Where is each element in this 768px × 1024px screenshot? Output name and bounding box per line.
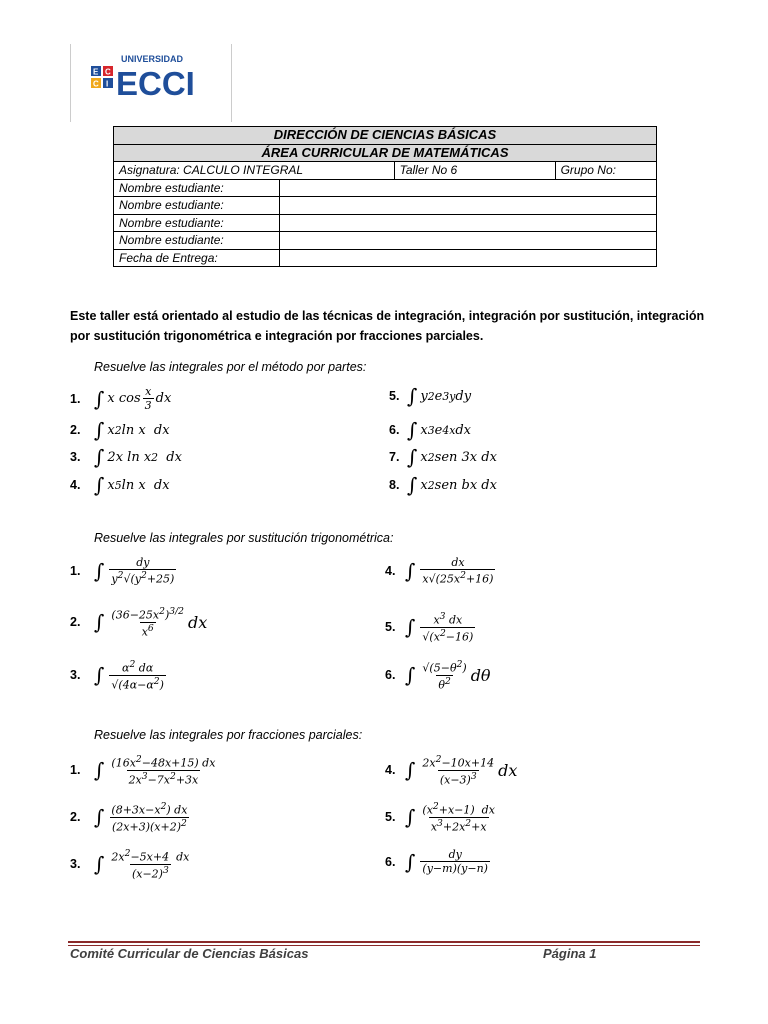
section-trig-title: Resuelve las integrales por sustitución trigonométrica: (94, 531, 394, 545)
exercise-trig-4: 4. ∫ dx $x√(25x^2+16)$ (385, 556, 494, 586)
header-table (113, 126, 657, 267)
section-parts-title: Resuelve las integrales por el método por partes: (94, 360, 367, 374)
svg-text:C: C (105, 67, 111, 77)
exercise-frac-3: 3. ∫ $2x^2-5x+4$ dx $(x-2)^3$ (70, 848, 190, 881)
exercise-parts-5: 5. ∫ y 2 e 3y dy (389, 384, 472, 408)
exercise-frac-6: 6. ∫ dy (y−m)(y−n) (385, 848, 488, 875)
footer-rule (68, 941, 700, 943)
svg-text:E: E (93, 67, 99, 77)
exercise-parts-3: 3. ∫ 2x ln x 2 dx (70, 445, 182, 469)
exercise-frac-4: 4. ∫ $2x^2-10x+14$ $(x-3)^3$ dx (385, 754, 518, 787)
svg-text:ECCI: ECCI (116, 65, 195, 102)
subject-cell: Asignatura: CALCULO INTEGRAL (114, 162, 395, 180)
svg-text:I: I (106, 79, 109, 89)
student-label: Nombre estudiante: (114, 197, 280, 215)
workshop-cell: Taller No 6 (394, 162, 555, 180)
exercise-parts-8: 8. ∫ x 2 sen bx dx (389, 473, 497, 497)
exercise-trig-3: 3. ∫ $\alpha^2$ dα $√(4\alpha-\alpha^2)$ (70, 659, 164, 692)
department-title: DIRECCIÓN DE CIENCIAS BÁSICAS (114, 127, 657, 145)
exercise-parts-4: 4. ∫ x 5 ln x dx (70, 473, 170, 497)
svg-text:UNIVERSIDAD: UNIVERSIDAD (121, 54, 184, 64)
svg-text:C: C (93, 79, 99, 89)
exercise-trig-5: 5. ∫ $x^3$ dx $√(x^2-16)$ (385, 611, 474, 644)
due-date-field[interactable] (280, 249, 657, 267)
group-cell: Grupo No: (555, 162, 656, 180)
student-field[interactable] (280, 179, 657, 197)
university-logo (70, 44, 232, 122)
student-label: Nombre estudiante: (114, 232, 280, 250)
student-field[interactable] (280, 214, 657, 232)
exercise-frac-1: 1. ∫ $(16x^2-48x+15)$ dx $2x^3-7x^2+3x$ (70, 754, 216, 787)
footer-committee: Comité Curricular de Ciencias Básicas (70, 946, 309, 961)
section-fractions-title: Resuelve las integrales por fracciones parciales: (94, 728, 363, 742)
exercise-parts-6: 6. ∫ x 3 e 4x dx (389, 418, 472, 442)
exercise-parts-7: 7. ∫ x 2 sen 3x dx (389, 445, 497, 469)
student-field[interactable] (280, 232, 657, 250)
footer-page-number: Página 1 (543, 946, 597, 961)
exercise-frac-5: 5. ∫ $(x^2+x-1)$ dx $x^3+2x^2+x$ (385, 801, 495, 834)
intro-paragraph: Este taller está orientado al estudio de las técnicas de integración, integración por sustitución, integración por sustitución trigonométrica e integración por fracciones parciales. (70, 309, 705, 343)
exercise-trig-6: 6. ∫ $√(5-\theta^2)$ $\theta^2$ dθ (385, 659, 491, 692)
exercise-parts-2: 2. ∫ x 2 ln x dx (70, 418, 170, 442)
exercise-parts-1: 1. ∫ x cos x 3 dx (70, 385, 172, 412)
due-date-label: Fecha de Entrega: (114, 249, 280, 267)
exercise-frac-2: 2. ∫ $(8+3x-x^2)$ dx $(2x+3)(x+2)^2$ (70, 801, 188, 834)
area-title: ÁREA CURRICULAR DE MATEMÁTICAS (114, 144, 657, 162)
student-label: Nombre estudiante: (114, 214, 280, 232)
student-field[interactable] (280, 197, 657, 215)
student-label: Nombre estudiante: (114, 179, 280, 197)
exercise-trig-1: 1. ∫ dy $y^2√(y^2+25)$ (70, 556, 175, 586)
exercise-trig-2: 2. ∫ $(36-25x^2)^{3/2}$ $x^6$ dx (70, 606, 208, 639)
